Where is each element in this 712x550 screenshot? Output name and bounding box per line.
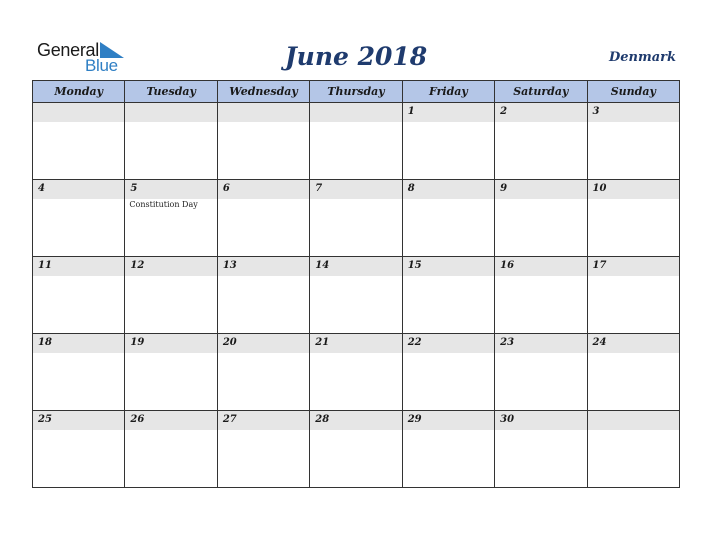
day-cell <box>217 411 309 488</box>
day-number-bar <box>495 103 586 122</box>
day-number-bar <box>218 257 309 276</box>
day-cell <box>587 180 679 257</box>
day-number: 22 <box>407 337 422 348</box>
weekday-header: Tuesday <box>125 81 217 103</box>
week-row <box>33 257 680 334</box>
day-number-bar <box>218 334 309 353</box>
day-number: 4 <box>38 183 45 194</box>
weekday-header: Sunday <box>587 81 679 103</box>
day-number-bar <box>33 257 124 276</box>
day-number-bar <box>588 411 679 430</box>
day-number-bar <box>495 334 586 353</box>
day-number-bar <box>125 411 216 430</box>
day-cell <box>217 180 309 257</box>
day-number: 7 <box>315 183 323 194</box>
day-number: 28 <box>315 414 330 425</box>
day-number-bar <box>403 411 494 430</box>
day-cell <box>33 180 125 257</box>
calendar-grid <box>32 80 680 488</box>
day-number-bar <box>588 334 679 353</box>
logo-text-general: General <box>37 40 99 60</box>
day-number: 26 <box>130 414 145 425</box>
weekday-header: Thursday <box>310 81 402 103</box>
day-number-bar <box>218 103 309 122</box>
day-cell <box>310 103 402 180</box>
day-cell <box>587 411 679 488</box>
day-number: 13 <box>222 260 237 271</box>
day-number-bar <box>218 180 309 199</box>
day-cell <box>402 103 494 180</box>
weekday-header: Friday <box>402 81 494 103</box>
day-number-bar <box>310 257 401 276</box>
weekday-header-row <box>33 81 680 103</box>
day-number: 23 <box>500 337 515 348</box>
day-cell <box>33 334 125 411</box>
day-number-bar <box>310 411 401 430</box>
day-cell <box>217 103 309 180</box>
day-number-bar <box>125 334 216 353</box>
day-cell <box>495 103 587 180</box>
country-label: Denmark <box>608 50 676 65</box>
day-cell <box>587 334 679 411</box>
day-cell <box>310 180 402 257</box>
day-cell <box>125 180 217 257</box>
day-number: 14 <box>315 260 330 271</box>
day-number: 6 <box>222 183 230 194</box>
day-cell <box>495 411 587 488</box>
day-number: 20 <box>222 337 237 348</box>
day-number-bar <box>495 180 586 199</box>
day-cell <box>310 334 402 411</box>
day-number: 2 <box>500 106 508 117</box>
day-cell <box>402 257 494 334</box>
day-number-bar <box>588 257 679 276</box>
day-number: 3 <box>592 106 600 117</box>
day-number-bar <box>495 411 586 430</box>
day-number: 16 <box>500 260 515 271</box>
day-number-bar <box>403 180 494 199</box>
day-number: 21 <box>315 337 330 348</box>
day-number: 1 <box>407 106 415 117</box>
day-cell <box>125 411 217 488</box>
day-number-bar <box>218 411 309 430</box>
logo-text-blue: Blue <box>85 56 118 75</box>
day-number-bar <box>33 334 124 353</box>
day-cell <box>402 411 494 488</box>
holiday-label: Constitution Day <box>129 200 198 209</box>
day-cell <box>217 334 309 411</box>
week-row <box>33 334 680 411</box>
day-cell <box>402 334 494 411</box>
day-number-bar <box>403 103 494 122</box>
day-number: 12 <box>130 260 145 271</box>
day-number-bar <box>33 411 124 430</box>
day-cell <box>33 103 125 180</box>
day-number: 11 <box>38 260 52 271</box>
day-number-bar <box>310 103 401 122</box>
week-row <box>33 180 680 257</box>
weekday-header: Wednesday <box>217 81 309 103</box>
day-cell <box>495 334 587 411</box>
day-cell <box>587 103 679 180</box>
weekday-header: Saturday <box>495 81 587 103</box>
day-number: 19 <box>130 337 145 348</box>
week-row <box>33 103 680 180</box>
day-number-bar <box>495 257 586 276</box>
weekday-header: Monday <box>33 81 125 103</box>
day-cell <box>310 257 402 334</box>
day-number-bar <box>33 103 124 122</box>
day-number-bar <box>310 334 401 353</box>
day-cell <box>125 103 217 180</box>
week-row <box>33 411 680 488</box>
day-cell <box>33 257 125 334</box>
day-number-bar <box>33 180 124 199</box>
day-number-bar <box>310 180 401 199</box>
day-number: 24 <box>592 337 607 348</box>
day-number-bar <box>403 257 494 276</box>
day-cell <box>587 257 679 334</box>
day-number-bar <box>125 103 216 122</box>
day-number-bar <box>125 180 216 199</box>
day-number: 10 <box>592 183 607 194</box>
day-number: 17 <box>592 260 607 271</box>
day-number: 5 <box>130 183 138 194</box>
day-number: 18 <box>38 337 52 348</box>
day-cell <box>495 180 587 257</box>
day-number: 15 <box>407 260 422 271</box>
day-number-bar <box>588 103 679 122</box>
day-cell <box>125 257 217 334</box>
day-cell <box>495 257 587 334</box>
day-number: 8 <box>407 183 415 194</box>
day-cell <box>402 180 494 257</box>
day-cell <box>310 411 402 488</box>
day-number: 27 <box>222 414 237 425</box>
day-cell <box>33 411 125 488</box>
calendar-title: June 2018 <box>284 42 428 71</box>
day-number: 25 <box>38 414 52 425</box>
day-number: 29 <box>407 414 422 425</box>
day-number-bar <box>403 334 494 353</box>
day-number-bar <box>125 257 216 276</box>
day-cell <box>217 257 309 334</box>
day-cell <box>125 334 217 411</box>
day-number-bar <box>588 180 679 199</box>
day-number: 9 <box>500 183 508 194</box>
day-number: 30 <box>500 414 515 425</box>
